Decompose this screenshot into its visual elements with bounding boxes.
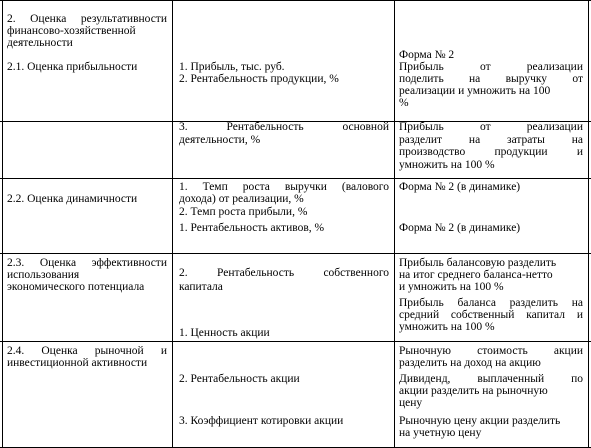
method-equity-line6: умножить на 100 % (399, 321, 495, 333)
method-share-value-line1: Рыночную стоимость акции (399, 345, 583, 357)
section-2-2: 2.2. Оценка динамичности (7, 193, 138, 205)
row-border-2 (0, 178, 591, 179)
method-equity-line4: Прибыль баланса разделить на (399, 297, 583, 309)
indicator-quotation-ratio: 3. Коэффициент котировки акции (179, 415, 344, 427)
method-share-profitability-line2: акции разделить на рыночную (399, 385, 548, 397)
indicator-equity-profitability-line1: 2. Рентабельность собственного (179, 267, 389, 279)
method-product-profitability-line4: % (399, 97, 409, 109)
indicator-profit-growth: 2. Темп роста прибыли, % (179, 206, 308, 218)
indicator-asset-profitability: 1. Рентабельность активов, % (179, 222, 325, 234)
section-2-3-line3: экономического потенциала (7, 281, 145, 293)
method-equity-line1: Прибыль балансовую разделить (399, 257, 557, 269)
section-2-title: 2. Оценка результативности (7, 13, 167, 25)
method-core-profitability-line4: умножить на 100 % (399, 159, 495, 171)
indicator-equity-profitability-line2: капитала (179, 281, 223, 293)
indicator-profit: 1. Прибыль, тыс. руб. (179, 61, 285, 73)
indicator-core-profitability-line2: деятельности, % (179, 134, 261, 146)
method-product-profitability-line2: поделить на выручку от (399, 73, 583, 85)
indicator-revenue-growth-line1: 1. Темп роста выручки (валового (179, 181, 389, 193)
method-core-profitability-line1: Прибыль от реализации (399, 121, 583, 133)
method-form2: Форма № 2 (399, 49, 455, 61)
indicator-share-profitability: 2. Рентабельность акции (179, 373, 300, 385)
column-divider-1 (172, 0, 173, 448)
section-2-line2: финансово-хозяйственной (7, 25, 136, 37)
section-2-3-line2: использования (7, 269, 80, 281)
table-border-left (2, 0, 3, 448)
method-share-value-line2: разделить на доход на акцию (399, 357, 541, 369)
indicator-revenue-growth-line2: дохода) от реализации, % (179, 193, 304, 205)
method-core-profitability-line2: разделит на затраты на (399, 134, 583, 146)
section-2-1: 2.1. Оценка прибыльности (7, 61, 138, 73)
method-form2-dynamic-1: Форма № 2 (в динамике) (399, 181, 521, 193)
method-equity-line5: средний собственный капитал и (399, 309, 583, 321)
column-divider-2 (394, 0, 395, 448)
indicator-core-profitability-line1: 3. Рентабельность основной (179, 121, 389, 133)
indicator-product-profitability: 2. Рентабельность продукции, % (179, 73, 339, 85)
section-2-3-line1: 2.3. Оценка эффективности (7, 257, 167, 269)
indicator-share-value: 1. Ценность акции (179, 327, 270, 339)
row-border-4 (0, 341, 591, 342)
method-product-profitability-line3: реализации и умножить на 100 (399, 85, 551, 97)
section-2-4-line1: 2.4. Оценка рыночной и (7, 345, 167, 357)
method-quotation-line1: Рыночную цену акции разделить (399, 415, 561, 427)
method-product-profitability-line1: Прибыль от реализации (399, 61, 583, 73)
method-form2-dynamic-2: Форма № 2 (в динамике) (399, 222, 521, 234)
row-border-top (0, 0, 591, 1)
method-core-profitability-line3: производство продукции и (399, 146, 583, 158)
section-2-4-line2: инвестиционной активности (7, 357, 148, 369)
table-border-right (588, 0, 589, 448)
method-equity-line3: и умножить на 100 % (399, 281, 504, 293)
method-share-profitability-line3: цену (399, 397, 423, 409)
method-equity-line2: на итог среднего баланса-нетто (399, 269, 553, 281)
method-share-profitability-line1: Дивиденд, выплаченный по (399, 373, 583, 385)
row-border-3 (0, 253, 591, 254)
method-quotation-line2: на учетную цену (399, 427, 482, 439)
section-2-line3: деятельности (7, 37, 73, 49)
